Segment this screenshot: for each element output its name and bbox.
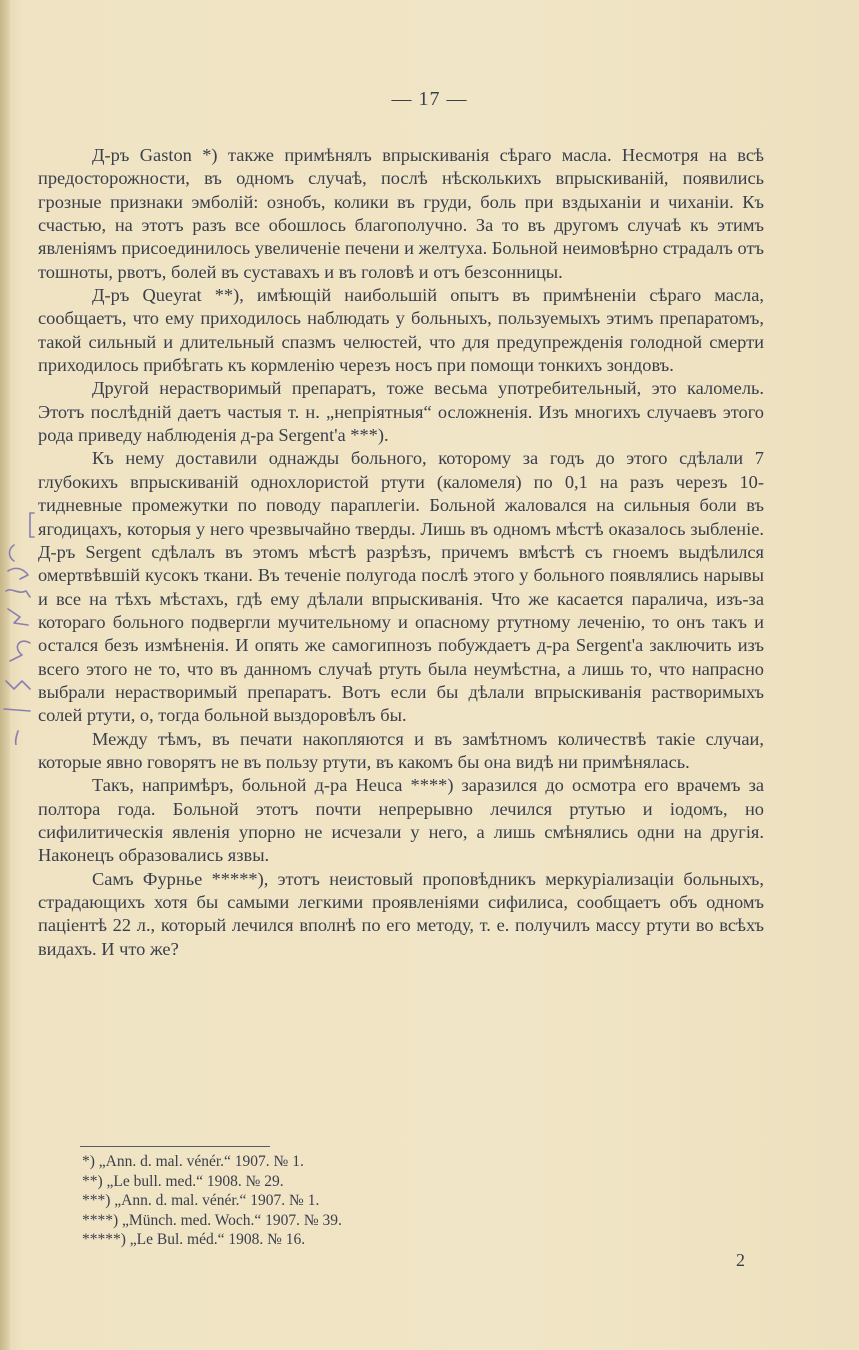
paragraph: Д-ръ Gaston *) также примѣнялъ впрыскиванія сѣраго масла. Несмотря на всѣ предосторожности, въ одномъ случаѣ, послѣ нѣсколькихъ впрыскиваній, появились грозные признаки эмболій: ознобъ, колики въ груди, боль при вздыханіи и чиханіи. Къ счастью, на этотъ разъ все обошлось благополучно. За то въ другомъ случаѣ къ этимъ явленіямъ присоединилось увеличеніе печени и желтуха. Больной неимовѣрно страдалъ отъ тошноты, рвотъ, болей въ суставахъ и въ головѣ и отъ безсонницы. — [38, 145, 764, 282]
paragraph: Самъ Фурнье *****), этотъ неистовый проповѣдникъ меркуріализаціи больныхъ, страдающихъ хотя бы самыми легкими проявленіями сифилиса, сообщаетъ объ одномъ паціентѣ 22 л., который лечился вполнѣ по его методу, т. е. получилъ массу ртути во всѣхъ видахъ. И что же? — [38, 868, 764, 959]
footnotes — [82, 1152, 682, 1250]
handwritten-margin-marks — [0, 505, 40, 745]
footnote: **) „Le bull. med.“ 1908. № 29. — [82, 1172, 284, 1190]
main-text — [38, 144, 764, 961]
footnote: *) „Ann. d. mal. vénér.“ 1907. № 1. — [82, 1153, 304, 1170]
footnote: ****) „Münch. med. Woch.“ 1907. № 39. — [82, 1211, 342, 1229]
footnote: ***) „Ann. d. mal. vénér.“ 1907. № 1. — [82, 1192, 320, 1210]
sheet-number: 2 — [736, 1250, 745, 1270]
paragraph: Между тѣмъ, въ печати накопляются и въ замѣтномъ количествѣ такіе случаи, которые явно говорятъ не въ пользу ртути, въ какомъ бы она видѣ ни примѣнялась. — [38, 728, 764, 772]
paragraph: Къ нему доставили однажды больного, которому за годъ до этого сдѣлали 7 глубокихъ впрыскиваній однохлористой ртути (каломеля) по 0,1 на разъ черезъ 10-тидневные промежутки по поводу параплегіи. Больной жаловался на сильныя боли въ ягодицахъ, которыя у него чрезвычайно тверды. Лишь въ одномъ мѣстѣ оказалось зыбленіе. Д-ръ Sergent сдѣлалъ въ этомъ мѣстѣ разрѣзъ, причемъ вмѣстѣ съ гноемъ выдѣлился омертвѣвшій кусокъ ткани. Въ теченіе полугода послѣ этого у больного появлялись нарывы и все на тѣхъ мѣстахъ, гдѣ ему дѣлали впрыскиванія. Что же касается паралича, изъ-за котораго больного подвергли мучительному и опасному ртутному леченію, то онъ такъ и остался безъ измѣненія. И опять же самогипнозъ побуждаетъ д-ра Sergent'а заключить изъ всего этого не то, что въ данномъ случаѣ ртуть была неумѣстна, а лишь то, что напрасно выбрали нерастворимый препаратъ. Вотъ если бы дѣлали впрыскиванія растворимыхъ солей ртути, о, тогда больной выздоровѣлъ бы. — [38, 448, 764, 726]
page-number: — 17 — — [391, 88, 468, 110]
footnote-separator — [80, 1146, 270, 1147]
footnote: *****) „Le Bul. méd.“ 1908. № 16. — [82, 1231, 306, 1249]
paragraph: Д-ръ Queyrat **), имѣющій наибольшій опытъ въ примѣненіи сѣраго масла, сообщаетъ, что ему приходилось наблюдать у больныхъ, пользуемыхъ этимъ препаратомъ, такой сильный и длительный спазмъ челюстей, что для предупрежденія голодной смерти приходилось прибѣгать къ кормленію черезъ носъ при помощи тонкихъ зондовъ. — [38, 285, 764, 376]
paragraph: Такъ, напримѣръ, больной д-ра Heuca ****) заразился до осмотра его врачемъ за полтора года. Больной этотъ почти непрерывно лечился ртутью и іодомъ, но сифилитическія явленія упорно не исчезали у него, а лишь смѣнялись одни на другія. Наконецъ образовались язвы. — [38, 775, 764, 866]
paragraph: Другой нерастворимый препаратъ, тоже весьма употребительный, это каломель. Этотъ послѣдній даетъ частыя т. н. „непріятныя“ осложненія. Изъ многихъ случаевъ этого рода приведу наблюденія д-ра Sergent'а ***). — [38, 378, 764, 446]
